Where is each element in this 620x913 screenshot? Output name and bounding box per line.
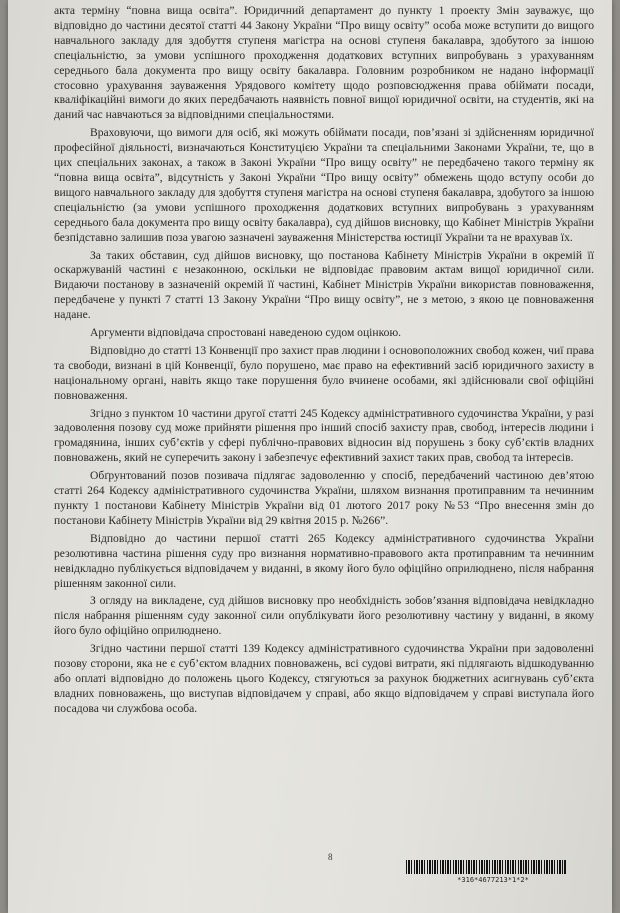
paragraph: Аргументи відповідача спростовані наведеною судом оцінкою. [90, 326, 402, 340]
document-page [8, 0, 612, 913]
paragraph: Відповідно до частини першої статті 265 Кодексу адміністративного судочинства України резолютивна частина рішення суду про визнання нормативно-правового акта протиправним та нечинним невідкладно публікується відповідачем у виданні, в якому його було офіційно оприлюднено, після набрання рішенням законної сили. [54, 531, 594, 590]
paragraph: Враховуючи, що вимоги для осіб, які можуть обіймати посади, пов’язані зі здійсненням юридичної професійної діяльності, визначаються Конституцією України та спеціальними Законами України, те, що в цих спеціальних законах, а також в Законі України “Про вищу освіту” не передбачено такого терміну як “повна вища освіта”, відсутність у Законі України “Про вищу освіту” обмежень щодо вступу особи до вищого навчального закладу для здобуття ступеня магістра на основі ступеня бакалавра, здобутого за іншою спеціальністю (за умови успішного проходження додаткових вступних випробувань з урахуванням середнього бала документа про вищу освіту бакалавра), суд дійшов висновку, що Кабінет Міністрів України безпідставно залишив поза увагою зазначені зауваження Міністерства юстиції України та не врахував їх. [54, 126, 594, 244]
paragraph: За таких обставин, суд дійшов висновку, що постанова Кабінету Міністрів України в окремій її оскаржуваній частині є незаконною, оскільки не відповідає правовим актам вищої юридичної сили. Видаючи постанову в зазначеній окремій її частині, Кабінет Міністрів України використав повноваження, передбачене у пункті 7 статті 13 Закону України “Про вищу освіту”, не з метою, з якою це повноваження надане. [54, 248, 594, 322]
paragraph: Згідно з пунктом 10 частини другої статті 245 Кодексу адміністративного судочинства України, у разі задоволення позову суд може прийняти рішення про інший спосіб захисту прав, свобод, інтересів людини і громадянина, інших суб’єктів у сфері публічно-правових відносин від порушень з боку суб’єктів владних повноважень, який не суперечить закону і забезпечує ефективний захист таких прав, свобод та інтересів. [54, 406, 594, 465]
document-body [54, 4, 594, 717]
paragraph: З огляду на викладене, суд дійшов висновку про необхідність зобов’язання відповідача невідкладно після набрання рішенням суду законної сили опублікувати його резолютивну частину у виданні, в якому його було офіційно оприлюднено. [54, 594, 594, 638]
barcode-icon [406, 860, 566, 874]
paragraph: Відповідно до статті 13 Конвенції про захист прав людини і основоположних свобод кожен, чиї права та свободи, визнані в цій Конвенції, було порушено, має право на ефективний засіб юридичного захисту в національному органі, навіть якщо таке порушення було вчинене особами, які здійснювали свої офіційні повноваження. [54, 343, 594, 402]
paragraph: акта терміну “повна вища освіта”. Юридичний департамент до пункту 1 проекту Змін зауважує, що відповідно до частини десятої статті 44 Закону України “Про вищу освіту” особа може вступити до вищого навчального закладу для здобуття ступеня магістра на основі ступеня бакалавра, здобутого за іншою спеціальністю, за умови успішного проходження додаткових вступних випробувань з урахуванням середнього бала документа про вищу освіту бакалавра. Головним розробником не надано інформації стосовно урахування зауваження Урядового комітету щодо розповсюдження права обіймати посади, кваліфікаційні вимоги до яких передбачають наявність повної вищої юридичної освіти, на студентів, які на даний час навчаються за відповідними спеціальностями. [54, 4, 594, 122]
paragraph: Обґрунтований позов позивача підлягає задоволенню у спосіб, передбачений частиною дев’ятою статті 264 Кодексу адміністративного судочинства України, шляхом визнання протиправним та нечинним пункту 1 постанови Кабінету Міністрів України від 01 лютого 2017 року №53 “Про внесення змін до постанови Кабінету Міністрів України від 29 квітня 2015 р. №266”. [54, 469, 594, 527]
paragraph: Згідно частини першої статті 139 Кодексу адміністративного судочинства України при задоволенні позову сторони, яка не є суб’єктом владних повноважень, всі судові витрати, які підлягають відшкодуванню або оплаті відповідно до положень цього Кодексу, стягуються за рахунок бюджетних асигнувань суб’єкта владних повноважень, що виступав відповідачем у справі, або якщо відповідачем у справі виступала його посадова чи службова особа. [54, 642, 594, 715]
page-number: 8 [328, 852, 333, 862]
barcode-text: *316*4677213*1*2* [457, 876, 529, 884]
